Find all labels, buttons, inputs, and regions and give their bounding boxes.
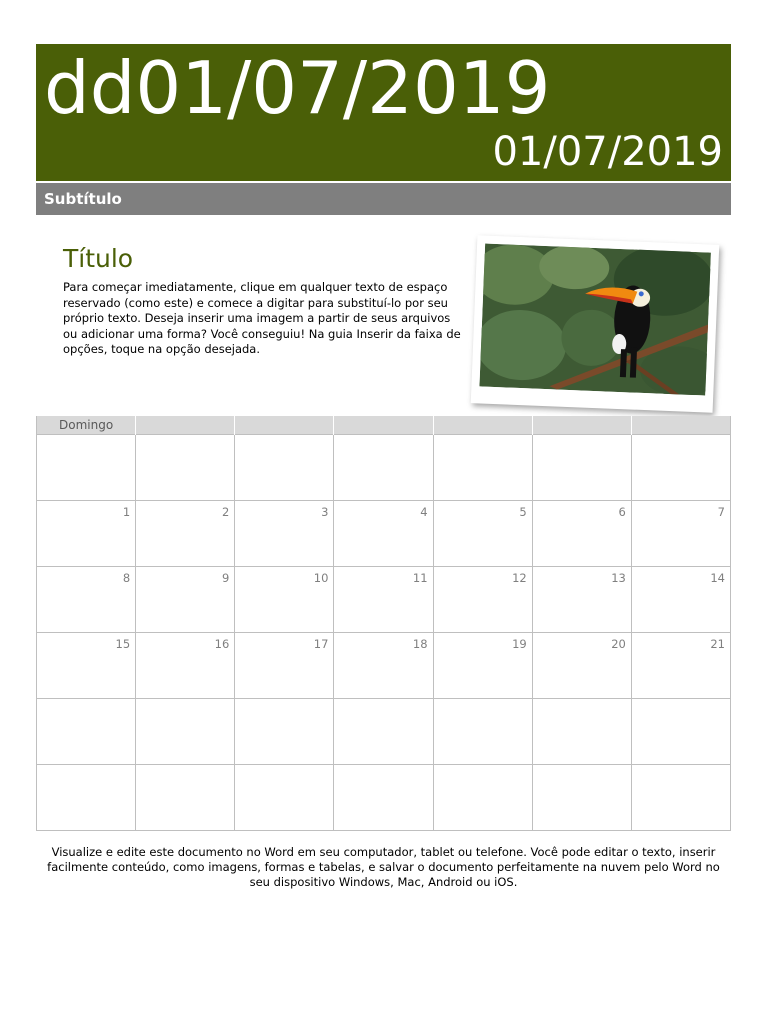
calendar-table [36,416,731,831]
toucan-image [479,244,711,396]
calendar-day-cell[interactable] [37,765,136,831]
calendar-day-cell[interactable]: 5 [433,501,532,567]
big-date[interactable]: dd01/07/2019 [44,46,551,130]
calendar-day-cell[interactable]: 2 [136,501,235,567]
calendar-day-cell[interactable]: 14 [631,567,730,633]
day-header[interactable] [136,416,235,435]
calendar-day-cell[interactable]: 11 [334,567,433,633]
calendar-day-cell[interactable] [136,699,235,765]
calendar-day-cell[interactable]: 13 [532,567,631,633]
calendar-day-cell[interactable]: 18 [334,633,433,699]
day-header[interactable] [532,416,631,435]
toucan-photo[interactable] [471,235,720,413]
intro-text[interactable]: Para começar imediatamente, clique em qualquer texto de espaço reservado (como este) e comece a digitar para substituí-lo por seu próprio texto. Deseja inserir uma imagem a partir de seus arquivos ou adicionar uma forma? Você conseguiu! Na guia Inserir da faixa de opções, toque na opção desejada. [63,280,461,356]
calendar-day-cell[interactable] [631,699,730,765]
calendar-day-cell[interactable] [433,765,532,831]
calendar-day-cell[interactable] [532,765,631,831]
header-banner [36,44,731,181]
calendar-day-cell[interactable] [136,765,235,831]
calendar-day-cell[interactable] [136,435,235,501]
calendar-day-cell[interactable] [532,435,631,501]
calendar-day-cell[interactable] [37,699,136,765]
calendar-day-cell[interactable] [433,699,532,765]
small-date[interactable]: 01/07/2019 [492,129,723,175]
calendar-day-cell[interactable]: 16 [136,633,235,699]
footer-note[interactable]: Visualize e edite este documento no Word em seu computador, tablet ou telefone. Você pode editar o texto, inserir facilmente conteúdo, como imagens, formas e tabelas, e salvar o documento perfeitamente na nuvem pelo Word no seu dispositivo Windows, Mac, Android ou iOS. [47,845,720,889]
calendar-day-cell[interactable] [532,699,631,765]
calendar-week-row [37,633,731,699]
subtitle-bar [36,183,731,215]
day-header[interactable]: Domingo [37,416,136,435]
calendar-day-cell[interactable] [235,435,334,501]
calendar-day-cell[interactable] [334,765,433,831]
day-header[interactable] [631,416,730,435]
calendar-week-row [37,435,731,501]
calendar-day-cell[interactable] [631,435,730,501]
calendar-day-cell[interactable]: 17 [235,633,334,699]
calendar-day-cell[interactable] [37,435,136,501]
calendar-day-cell[interactable]: 15 [37,633,136,699]
calendar-week-row [37,567,731,633]
calendar-day-cell[interactable] [334,435,433,501]
calendar-week-row [37,765,731,831]
page-title[interactable]: Título [63,244,134,273]
calendar-day-cell[interactable]: 12 [433,567,532,633]
calendar-week-row [37,699,731,765]
day-header[interactable] [433,416,532,435]
calendar-day-cell[interactable]: 6 [532,501,631,567]
calendar-day-cell[interactable]: 7 [631,501,730,567]
calendar-day-cell[interactable]: 21 [631,633,730,699]
subtitle-text[interactable]: Subtítulo [44,190,122,208]
calendar-day-cell[interactable] [235,699,334,765]
calendar-day-cell[interactable]: 3 [235,501,334,567]
calendar-day-cell[interactable]: 19 [433,633,532,699]
calendar-day-cell[interactable] [433,435,532,501]
day-header[interactable] [235,416,334,435]
calendar-day-cell[interactable]: 4 [334,501,433,567]
day-header[interactable] [334,416,433,435]
calendar-day-cell[interactable] [334,699,433,765]
calendar-day-cell[interactable]: 8 [37,567,136,633]
calendar-day-cell[interactable]: 1 [37,501,136,567]
calendar-header-row [37,416,731,435]
calendar-day-cell[interactable]: 10 [235,567,334,633]
calendar-day-cell[interactable]: 20 [532,633,631,699]
calendar-day-cell[interactable]: 9 [136,567,235,633]
calendar-day-cell[interactable] [631,765,730,831]
calendar-day-cell[interactable] [235,765,334,831]
calendar-week-row [37,501,731,567]
